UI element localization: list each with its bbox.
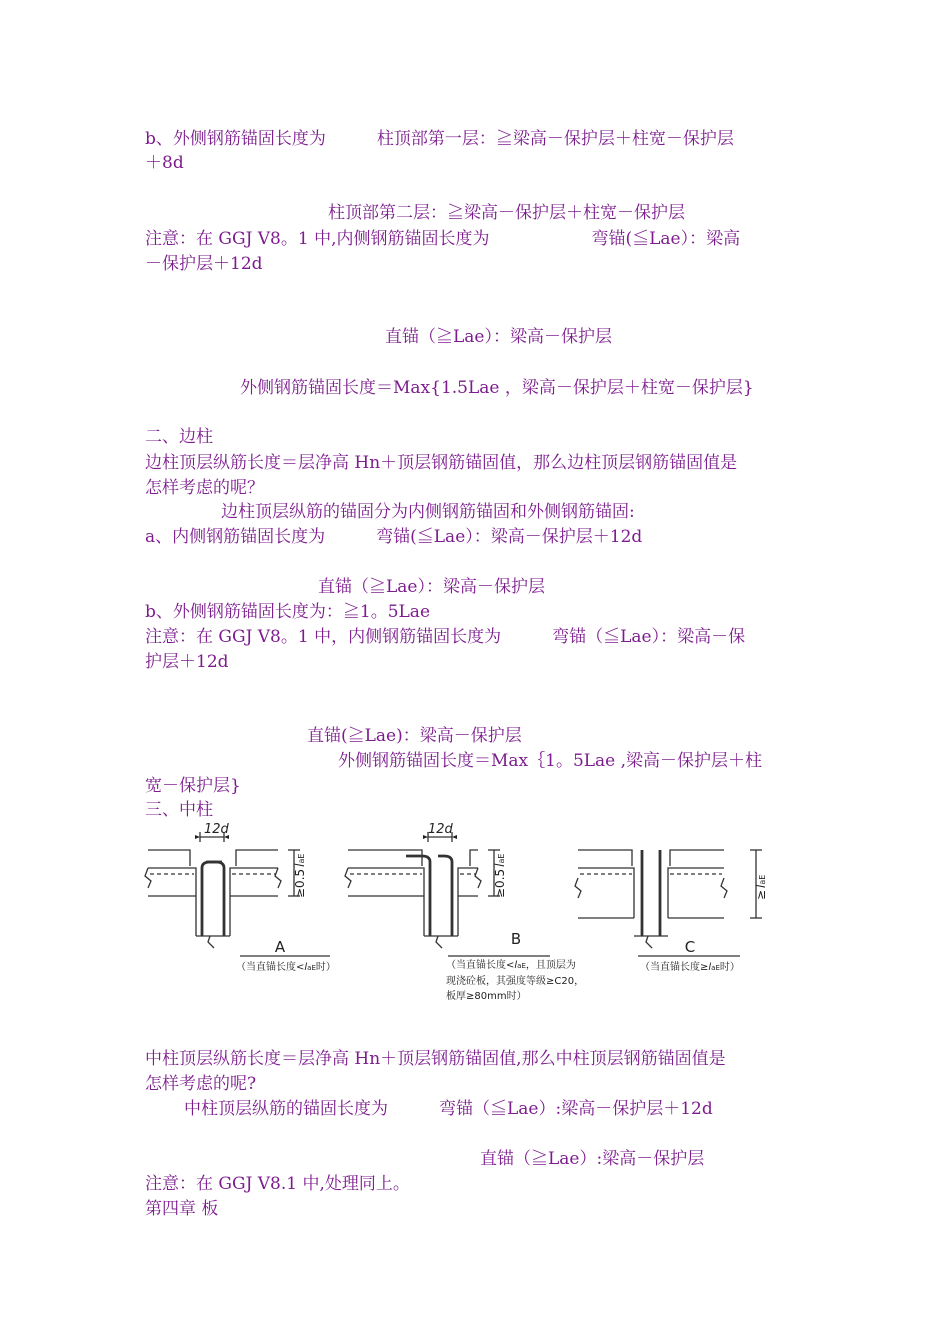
text-line: ＋8d	[145, 153, 184, 173]
text-line: 边柱顶层纵筋的锚固分为内侧钢筋锚固和外侧钢筋锚固:	[221, 502, 635, 522]
note-b-line3: 板厚≥80mm时）	[446, 991, 527, 1002]
note-b-line2: 现浇砼板，其强度等级≥C20，	[446, 976, 585, 987]
text-line: 中柱顶层纵筋长度＝层净高 Hn＋顶层钢筋锚固值,那么中柱顶层钢筋锚固值是	[145, 1049, 726, 1069]
text-line: －保护层＋12d	[145, 254, 263, 274]
note-a: （当直锚长度<laE时）	[236, 962, 336, 973]
text-line: 护层＋12d	[145, 652, 229, 672]
text-line: 宽－保护层}	[145, 776, 241, 796]
text-line: 怎样考虑的呢？	[145, 478, 264, 498]
dim-lae-b: ≥0.5laE	[493, 853, 507, 898]
label-c: C	[684, 938, 696, 956]
text-line: 怎样考虑的呢?	[145, 1074, 257, 1094]
dim-12d-b: 12d	[428, 822, 453, 837]
text-line: 中柱顶层纵筋的锚固长度为 弯锚（≦Lae）:梁高－保护层＋12d	[184, 1099, 713, 1119]
dim-12d-a: 12d	[204, 822, 229, 837]
text-line: b、外侧钢筋锚固长度为：≧1。5Lae	[145, 602, 430, 622]
section-heading: 三、中柱	[145, 800, 213, 820]
dim-lae-c: ≥laE	[754, 874, 768, 900]
text-line: 注意：在 GGJ V8。1 中，内侧钢筋锚固长度为 弯锚（≦Lae）：梁高－保	[145, 627, 746, 647]
text-line: 直锚（≧Lae）：梁高－保护层	[318, 577, 545, 597]
label-a: A	[274, 938, 286, 956]
chapter-heading: 第四章 板	[145, 1199, 219, 1219]
text-line: 直锚（≧Lae）:梁高－保护层	[480, 1149, 705, 1169]
text-line: 外侧钢筋锚固长度＝Max｛1。5Lae ,梁高－保护层＋柱	[338, 751, 763, 771]
text-line: 直锚(≧Lae)：梁高－保护层	[307, 726, 522, 746]
text-line: b、外侧钢筋锚固长度为 柱顶部第一层：≧梁高－保护层＋柱宽－保护层	[145, 129, 734, 149]
text-line: 注意：在 GGJ V8。1 中,内侧钢筋锚固长度为 弯锚(≦Lae）：梁高	[145, 229, 741, 249]
note-c: （当直锚长度≥laE时）	[640, 962, 740, 973]
dim-lae-a: ≥0.5laE	[293, 853, 307, 898]
note-b-line1: （当直锚长度<laE，且顶层为	[446, 960, 576, 971]
label-b: B	[510, 930, 522, 948]
panel-c	[575, 850, 762, 956]
text-line: 外侧钢筋锚固长度＝Max{1.5Lae ，梁高－保护层＋柱宽－保护层}	[240, 378, 754, 398]
text-line: 柱顶部第二层：≧梁高－保护层＋柱宽－保护层	[328, 203, 685, 223]
section-heading: 二、边柱	[145, 427, 213, 447]
column-anchorage-diagram	[140, 818, 790, 1008]
text-line: 边柱顶层纵筋长度＝层净高 Hn＋顶层钢筋锚固值，那么边柱顶层钢筋锚固值是	[145, 453, 738, 473]
text-line: a、内侧钢筋锚固长度为 弯锚(≦Lae）：梁高－保护层＋12d	[145, 527, 643, 547]
text-line: 直锚（≧Lae）：梁高－保护层	[385, 327, 612, 347]
text-line: 注意：在 GGJ V8.1 中,处理同上。	[145, 1174, 410, 1194]
